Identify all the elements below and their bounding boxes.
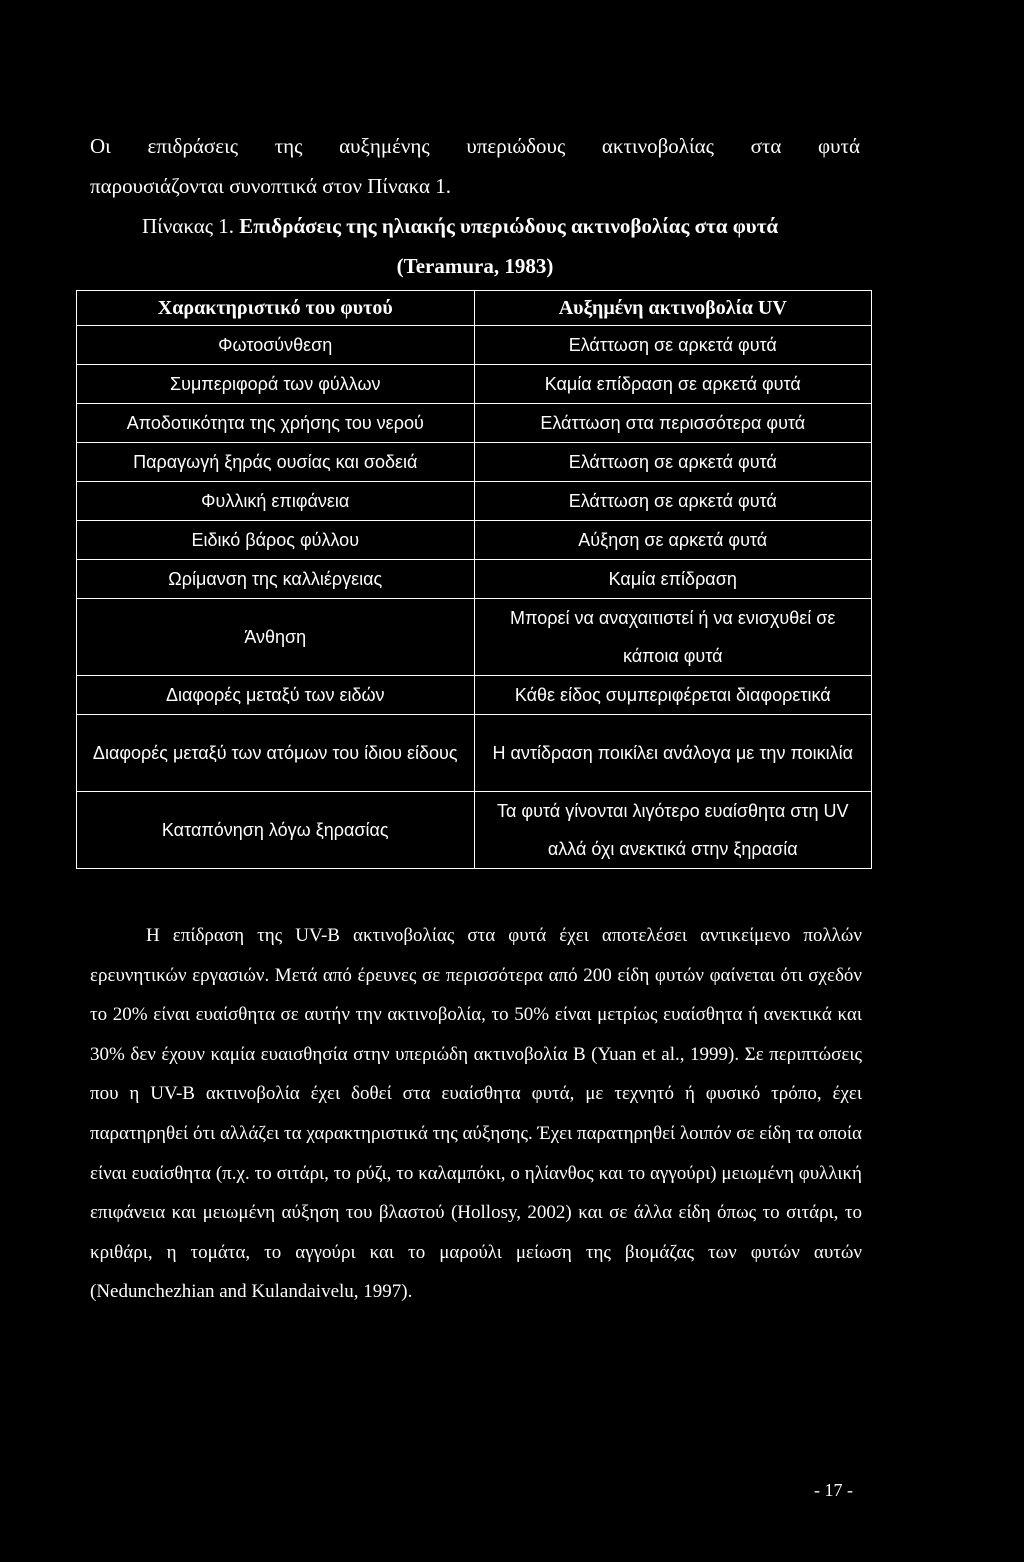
table-caption [142,206,860,246]
table-header-feature: Χαρακτηριστικό του φυτού [77,291,475,326]
table-caption-title: Επιδράσεις της ηλιακής υπεριώδους ακτινοβολίας στα φυτά [239,214,779,238]
table-cell-feature: Ωρίμανση της καλλιέργειας [77,560,475,599]
table-cell-effect: Ελάττωση σε αρκετά φυτά [474,326,872,365]
table-cell-effect: Αύξηση σε αρκετά φυτά [474,521,872,560]
table-cell-effect: Ελάττωση σε αρκετά φυτά [474,482,872,521]
page-number: - 17 - [814,1480,853,1500]
table-row [77,792,872,869]
table-row [77,443,872,482]
table-cell-effect: Μπορεί να αναχαιτιστεί ή να ενισχυθεί σε κάποια φυτά [474,599,872,676]
table-header-effect: Αυξημένη ακτινοβολία UV [474,291,872,326]
table-row [77,365,872,404]
table-caption-lead: Πίνακας 1. [142,214,235,238]
table-cell-feature: Καταπόνηση λόγω ξηρασίας [77,792,475,869]
table-row [77,599,872,676]
table-cell-feature: Παραγωγή ξηράς ουσίας και σοδειά [77,443,475,482]
table-cell-feature: Φωτοσύνθεση [77,326,475,365]
table-cell-effect: Τα φυτά γίνονται λιγότερο ευαίσθητα στη UV αλλά όχι ανεκτικά στην ξηρασία [474,792,872,869]
table-cell-effect: Καμία επίδραση σε αρκετά φυτά [474,365,872,404]
table-cell-feature: Άνθηση [77,599,475,676]
table-row [77,521,872,560]
table-cell-effect: Καμία επίδραση [474,560,872,599]
table-cell-feature: Διαφορές μεταξύ των ειδών [77,676,475,715]
table-row [77,560,872,599]
body-paragraph: Η επίδραση της UV-B ακτινοβολίας στα φυτά έχει αποτελέσει αντικείμενο πολλών ερευνητικών εργασιών. Μετά από έρευνες σε περισσότερα από 200 είδη φυτών φαίνεται ότι σχεδόν το 20% είναι ευαίσθητα σε αυτήν την ακτινοβολία, το 50% είναι μετρίως ευαίσθητα ή ανεκτικά και 30% δεν έχουν καμία ευαισθησία στην υπεριώδη ακτινοβολία Β (Yuan et al., 1999). Σε περιπτώσεις που η UV-B ακτινοβολία έχει δοθεί στα ευαίσθητα φυτά, με τεχνητό ή φυσικό τρόπο, έχει παρατηρηθεί ότι αλλάζει τα χαρακτηριστικά της αύξησης. Έχει παρατηρηθεί λοιπόν σε είδη τα οποία είναι ευαίσθητα (π.χ. το σιτάρι, το ρύζι, το καλαμπόκι, ο ηλίανθος και το αγγούρι) μειωμένη φυλλική επιφάνεια και μειωμένη αύξηση του βλαστού (Hollosy, 2002) και σε άλλα είδη όπως το σιτάρι, το κριθάρι, η τομάτα, το αγγούρι και το μαρούλι μείωση της βιομάζας των φυτών αυτών (Nedunchezhian and Kulandaivelu, 1997). [90,925,862,1303]
table-caption-source: (Teramura, 1983) [396,254,554,278]
table-cell-feature: Ειδικό βάρος φύλλου [77,521,475,560]
table-cell-effect: Ελάττωση σε αρκετά φυτά [474,443,872,482]
table-cell-effect: Ελάττωση στα περισσότερα φυτά [474,404,872,443]
effects-table [76,290,872,869]
table-row [77,482,872,521]
table-cell-feature: Διαφορές μεταξύ των ατόμων του ίδιου είδους [77,715,475,792]
table-header-row [77,291,872,326]
table-cell-feature: Αποδοτικότητα της χρήσης του νερού [77,404,475,443]
intro-line-2: παρουσιάζονται συνοπτικά στον Πίνακα 1. [90,174,451,198]
table-cell-feature: Συμπεριφορά των φύλλων [77,365,475,404]
table-row [77,715,872,792]
table-row [77,676,872,715]
table-cell-feature: Φυλλική επιφάνεια [77,482,475,521]
table-cell-effect: Κάθε είδος συμπεριφέρεται διαφορετικά [474,676,872,715]
table-row [77,326,872,365]
intro-line-1: Οι επιδράσεις της αυξημένης υπεριώδους ακτινοβολίας στα φυτά [90,134,860,158]
table-row [77,404,872,443]
table-cell-effect: Η αντίδραση ποικίλει ανάλογα με την ποικιλία [474,715,872,792]
